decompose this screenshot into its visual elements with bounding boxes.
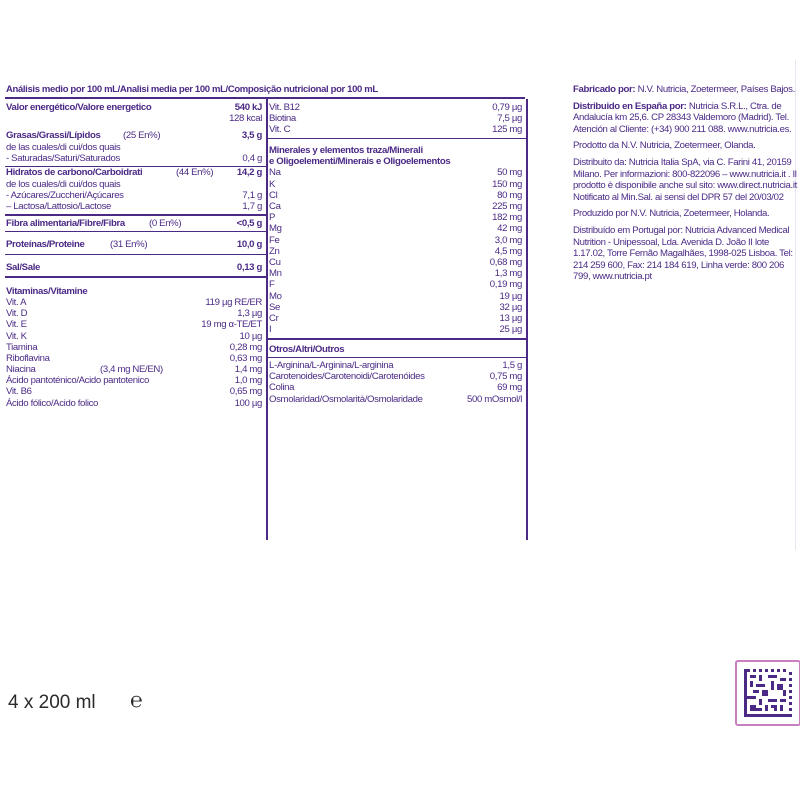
table-row [268, 246, 526, 257]
table-row [268, 235, 526, 246]
row-value: 7,5 µg [497, 113, 522, 125]
row-label: - Saturadas/Saturi/Saturados [6, 152, 120, 164]
row-energy-percent: (3,4 mg NE/EN) [100, 364, 163, 376]
row-energy-percent: (44 En%) [176, 167, 214, 179]
row-value: 0,65 mg [229, 386, 262, 398]
row-value: 125 mg [492, 124, 522, 136]
row-value: 19 µg [499, 290, 522, 302]
info-paragraph [573, 101, 797, 136]
table-row [5, 190, 266, 201]
row-value: 3,0 mg [494, 234, 522, 246]
row-label: Vit. D [6, 308, 28, 320]
row-label: Proteínas/Proteine [6, 239, 85, 251]
table-row [268, 371, 526, 382]
row-label: Vit. K [6, 330, 27, 342]
info-text: Prodotto da N.V. Nutricia, Zoetermeer, Olanda. [573, 140, 756, 152]
row-value: 0,75 mg [489, 371, 522, 383]
row-value: 4,5 mg [494, 245, 522, 257]
row-label: Fe [269, 234, 280, 246]
row-value: 13 µg [499, 312, 522, 324]
datamatrix-code-icon [735, 660, 800, 726]
row-label: Sal/Sale [6, 262, 41, 274]
table-row [268, 268, 526, 279]
row-label: Riboflavina [6, 352, 50, 364]
nutrition-middle-column [268, 99, 528, 540]
table-row [268, 360, 526, 371]
table-row [5, 331, 266, 342]
minerals-title: Minerales y elementos traza/Minerali [269, 145, 423, 157]
table-row [268, 394, 526, 405]
row-label: Cl [269, 189, 278, 201]
table-row [5, 297, 266, 308]
row-value: 25 µg [499, 324, 522, 336]
row-label: Vit. B12 [269, 102, 300, 113]
table-row [268, 201, 526, 212]
row-value: 0,79 µg [492, 102, 522, 113]
row-value: 119 µg RE/ER [205, 296, 262, 308]
row-label: Vit. C [269, 124, 291, 136]
row-value: 0,28 mg [229, 341, 262, 353]
row-value: 7,1 g [242, 189, 262, 201]
table-row [5, 167, 266, 178]
row-label: Ácido fólico/Acido folico [6, 397, 99, 409]
info-text: N.V. Nutricia, Zoetermeer, Países Bajos. [635, 84, 795, 95]
row-value: 100 µg [234, 397, 262, 409]
table-row [268, 223, 526, 234]
row-energy-percent: (25 En%) [123, 130, 161, 142]
row-value: 50 mg [497, 167, 522, 179]
spacer [5, 278, 266, 286]
table-row [5, 142, 266, 153]
row-label: Valor energético/Valore energetico [6, 102, 152, 113]
table-row [5, 262, 266, 273]
table-row [268, 382, 526, 393]
table-row [5, 364, 266, 375]
row-label: Mn [269, 268, 282, 280]
table-row [5, 353, 266, 364]
row-label: Carotenoides/Carotenoidi/Carotenóides [269, 371, 425, 383]
info-text: Distribuito da: Nutricia Italia SpA, via C. Farini 41, 20159 Milano. Per informazioni: 800-822096 – www.nutricia.it . Il prodotto è disponibile anche sul sito: www.direct.nutricia.it Notificato al Min.Sal. ai sensi del DPR 57 del 20/03/02 [573, 156, 797, 203]
row-label: de los cuales/di cui/dos quais [6, 178, 121, 190]
row-label: F [269, 279, 275, 291]
row-label: Zn [269, 245, 280, 257]
row-label: Vit. B6 [6, 386, 32, 398]
row-label: K [269, 178, 276, 190]
row-value: 1,5 g [502, 359, 522, 371]
table-row [268, 291, 526, 302]
info-paragraph [573, 208, 797, 220]
row-value: 182 mg [492, 212, 522, 224]
info-text: Produzido por N.V. Nutricia, Zoetermeer, Holanda. [573, 208, 770, 220]
row-value: 1,4 mg [234, 364, 262, 376]
row-label: Mo [269, 290, 282, 302]
row-value: 150 mg [492, 178, 522, 190]
table-row [5, 375, 266, 386]
estimated-sign-icon: ℮ [130, 689, 143, 712]
row-label: Biotina [269, 113, 296, 125]
row-label: de las cuales/di cui/dos quais [6, 141, 121, 153]
row-label: Cu [269, 256, 281, 268]
table-row [268, 313, 526, 324]
table-row [268, 124, 526, 135]
minerals-title-cont: e Oligoelementi/Minerais e Oligoelementos [269, 156, 451, 168]
row-value: 0,19 mg [489, 279, 522, 291]
row-label: Fibra alimentaria/Fibre/Fibra [6, 217, 125, 229]
row-label: Na [269, 167, 281, 179]
row-label: – Lactosa/Lattosio/Lactose [6, 201, 112, 212]
table-row [5, 201, 266, 212]
package-quantity: 4 x 200 ml [8, 692, 96, 713]
row-label: Colina [269, 382, 295, 394]
row-value: 1,7 g [242, 201, 262, 212]
row-value: 500 mOsmol/l [467, 393, 522, 405]
table-row [5, 153, 266, 164]
info-paragraph [573, 157, 797, 203]
table-row [268, 167, 526, 178]
table-row [5, 102, 266, 113]
others-title: Otros/Altri/Outros [269, 343, 345, 355]
row-value: 32 µg [499, 301, 522, 313]
table-row [268, 190, 526, 201]
info-paragraph [573, 84, 797, 96]
row-energy-percent: (0 En%) [149, 217, 182, 229]
table-row [268, 179, 526, 190]
table-row [5, 319, 266, 330]
row-label: L-Arginina/L-Arginina/L-arginina [269, 359, 394, 371]
row-label: Vit. E [6, 319, 27, 331]
info-text: Nutricia S.R.L., Ctra. de Andalucía km 25,6. CP 28343 Valdemoro (Madrid). Tel. Atención al Cliente: (+34) 900 211 088. www.nutricia.es. [573, 100, 792, 135]
nutrition-left-column [5, 99, 268, 540]
row-value: 0,13 g [236, 262, 262, 274]
row-value: 0,68 mg [489, 256, 522, 268]
table-row [5, 342, 266, 353]
info-paragraph [573, 140, 797, 152]
datamatrix-pattern [744, 669, 792, 717]
table-row [5, 239, 266, 250]
table-row [5, 398, 266, 409]
manufacturer-info [573, 84, 797, 288]
table-row [5, 113, 266, 124]
row-label: Grasas/Grassi/Lípidos [6, 130, 101, 142]
row-value: 1,0 mg [234, 375, 262, 387]
row-value: 225 mg [492, 201, 522, 213]
table-row [5, 179, 266, 190]
row-value: 19 mg α-TE/ET [201, 319, 262, 331]
row-value: 1,3 mg [494, 268, 522, 280]
row-label: Vit. A [6, 296, 27, 308]
table-row [268, 102, 526, 113]
row-label: - Azúcares/Zuccheri/Açúcares [6, 189, 124, 201]
row-value: 14,2 g [236, 167, 262, 179]
table-row [5, 218, 266, 229]
table-row [5, 286, 266, 297]
nutrition-header: Análisis medio por 100 mL/Analisi media per 100 mL/Composição nutricional por 100 mL [6, 84, 378, 95]
row-label: Ca [269, 201, 281, 213]
spacer [5, 255, 266, 262]
row-value: 0,63 mg [229, 352, 262, 364]
row-value: 10,0 g [236, 239, 262, 251]
row-label: Cr [269, 312, 279, 324]
row-label: Osmolaridad/Osmolarità/Osmolaridade [269, 393, 423, 405]
row-value: 10 µg [239, 330, 262, 342]
spacer [5, 232, 266, 239]
row-label: Hidratos de carbono/Carboidrati [6, 167, 143, 179]
table-row [5, 130, 266, 141]
row-label: Se [269, 301, 281, 313]
row-label: Vitaminas/Vitamine [6, 285, 88, 297]
row-value: 80 mg [497, 189, 522, 201]
table-row [268, 324, 526, 335]
row-value: 0,4 g [242, 152, 262, 164]
row-label: Mg [269, 223, 282, 235]
row-value: 128 kcal [229, 113, 262, 125]
table-row [268, 302, 526, 313]
table-row [268, 257, 526, 268]
row-label: I [269, 324, 272, 336]
row-value: 69 mg [497, 382, 522, 394]
info-heading: Distribuido en España por: [573, 100, 687, 112]
row-value: <0,5 g [236, 217, 262, 229]
table-row [268, 279, 526, 290]
row-label: Niacina [6, 364, 36, 376]
row-value: 3,5 g [241, 130, 262, 142]
row-label: P [269, 212, 276, 224]
row-value: 42 mg [497, 223, 522, 235]
table-row [268, 113, 526, 124]
info-heading: Fabricado por: [573, 84, 636, 95]
row-value: 540 kJ [234, 102, 262, 113]
info-paragraph [573, 225, 797, 283]
table-row [5, 308, 266, 319]
table-row [5, 386, 266, 397]
table-row [268, 212, 526, 223]
row-value: 1,3 µg [237, 308, 262, 320]
row-energy-percent: (31 En%) [110, 239, 148, 251]
row-label: Tiamina [6, 341, 38, 353]
info-text: Distribuído em Portugal por: Nutricia Advanced Medical Nutrition - Unipessoal, Lda. Avenida D. João II lote 1.17.02, Torre Fernão Magalhães, 1998-025 Lisboa. Tel: 214 259 600, Fax: 214 184 619, Linha verde: 800 206 799, www.nutricia.pt [573, 224, 793, 283]
row-label: Ácido pantoténico/Acido pantotenico [6, 375, 149, 387]
